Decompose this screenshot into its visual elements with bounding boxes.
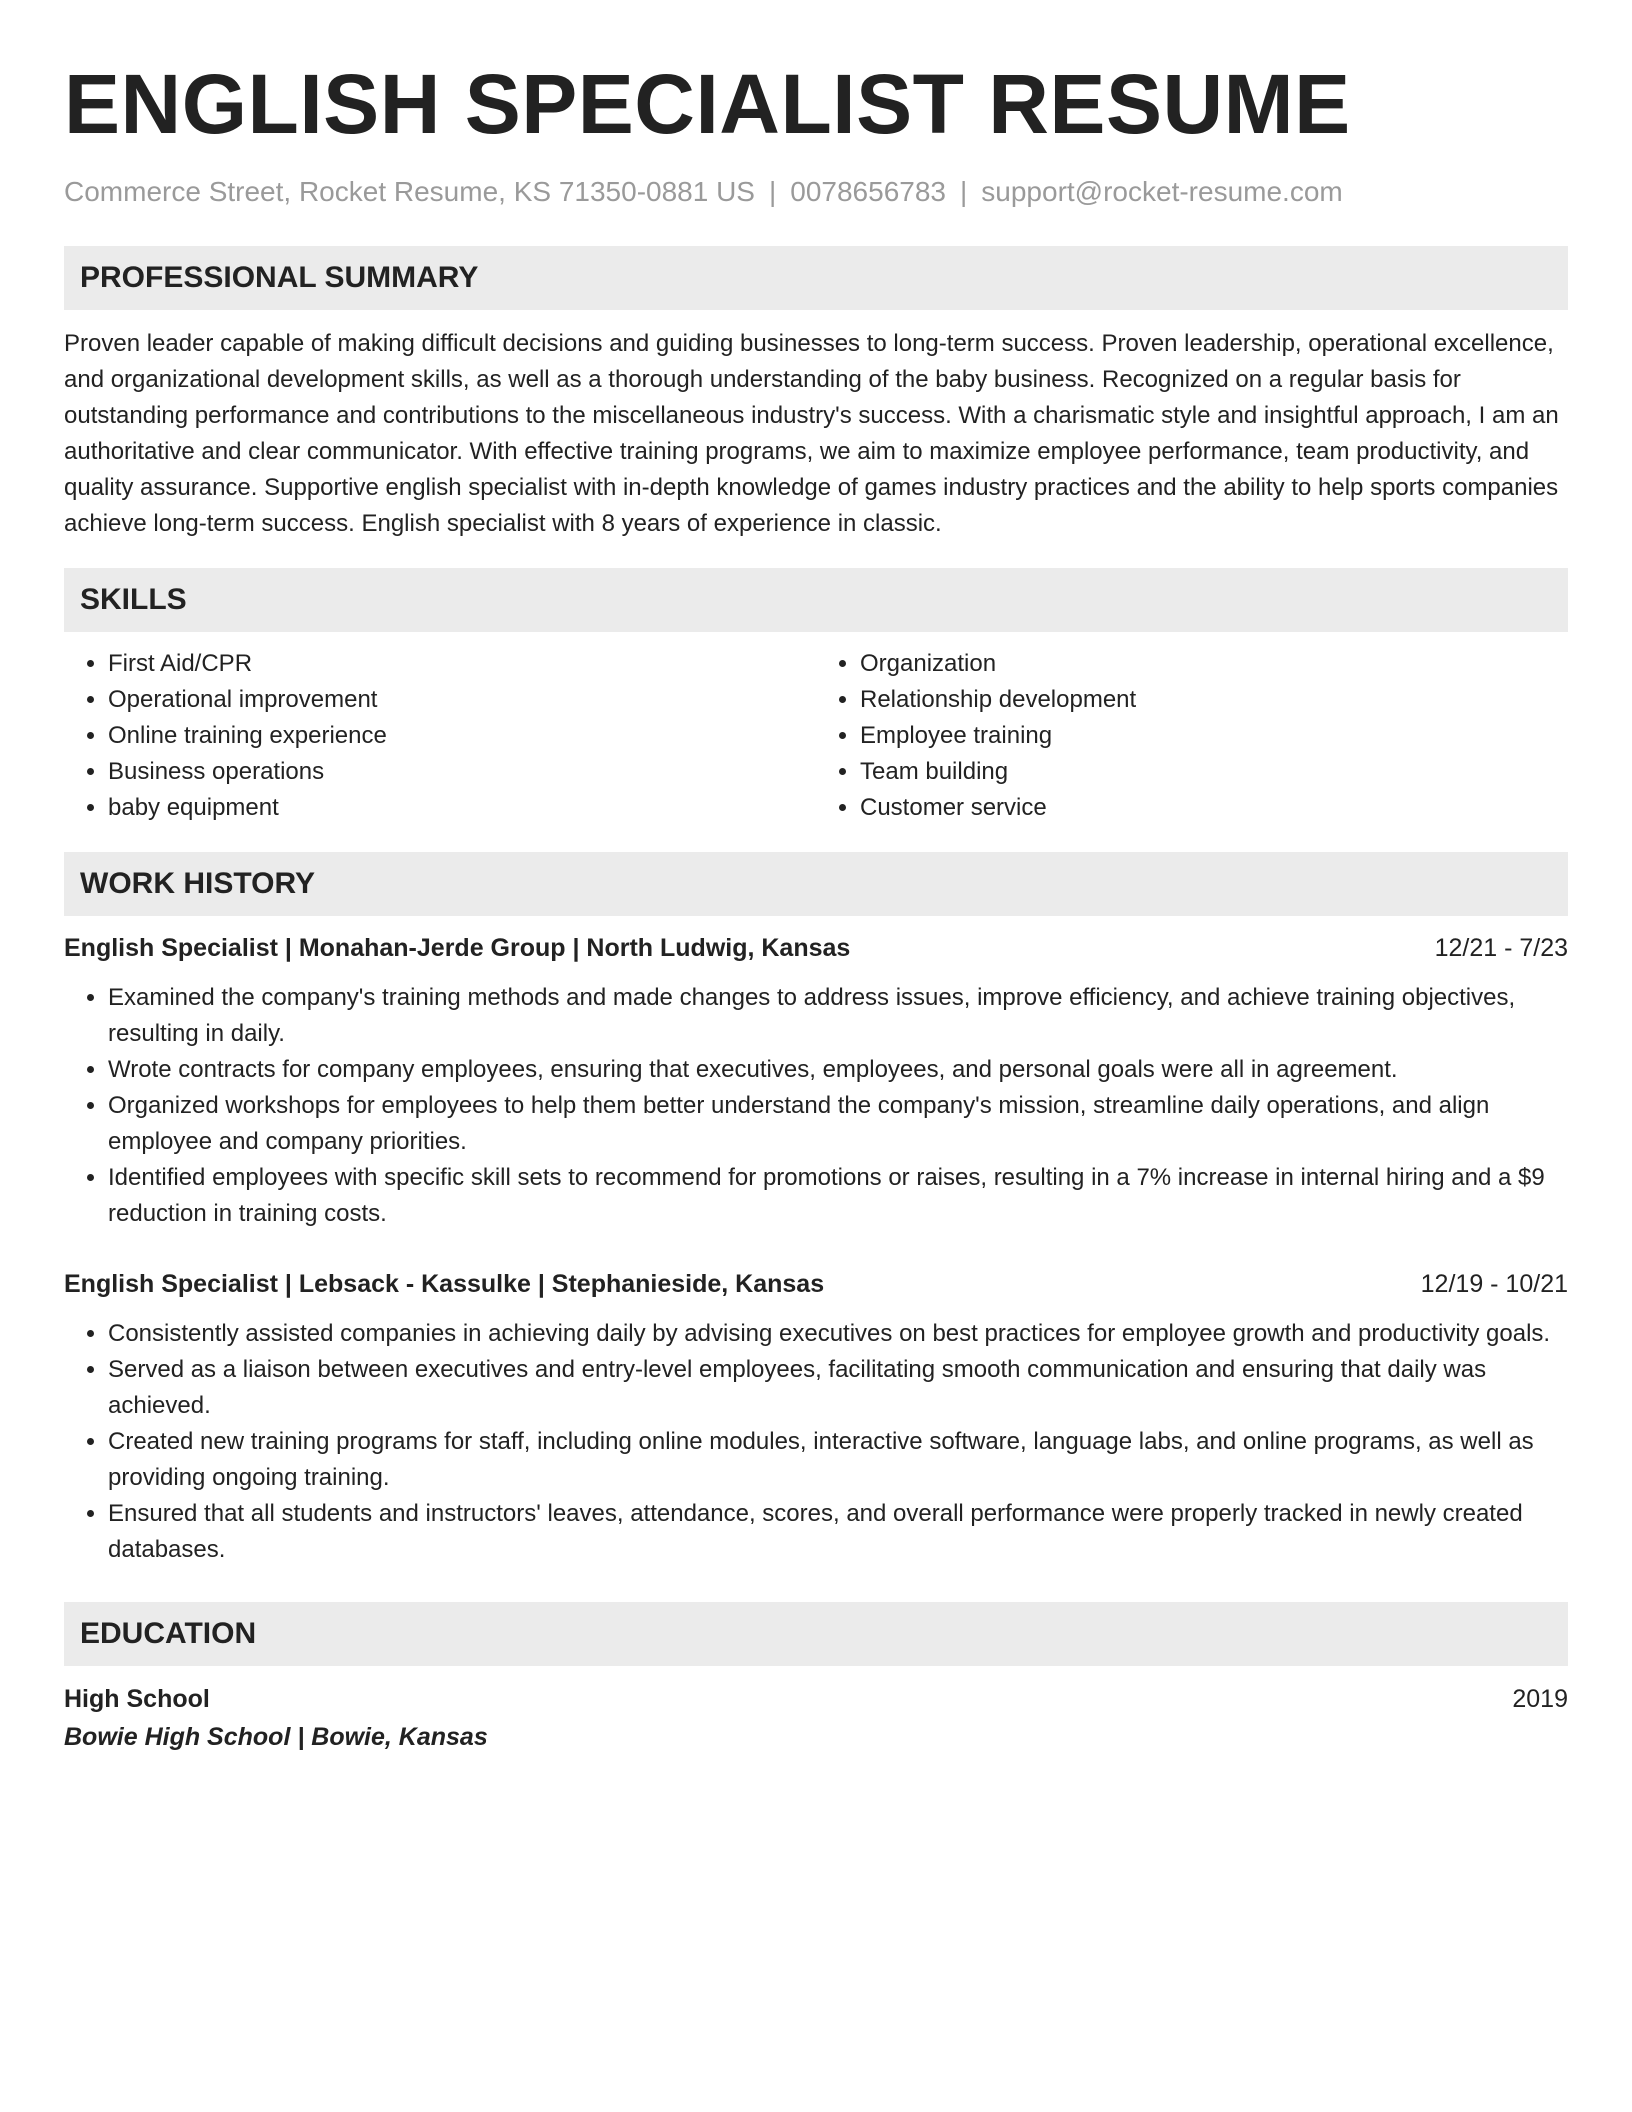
skill-item: • Operational improvement	[108, 682, 816, 718]
job-bullet: • Ensured that all students and instructors' leaves, attendance, scores, and overall performance were properly tracked in newly created databases.	[108, 1496, 1568, 1568]
skill-item: • Online training experience	[108, 718, 816, 754]
job-header	[64, 1266, 1568, 1302]
job-title: English Specialist | Lebsack - Kassulke | Stephanieside, Kansas	[64, 1270, 825, 1298]
contact-email[interactable]: support@rocket-resume.com	[981, 176, 1343, 207]
skill-item: • baby equipment	[108, 790, 816, 826]
job-bullets	[64, 980, 1568, 1232]
contact-separator: |	[768, 176, 777, 207]
contact-address: Commerce Street, Rocket Resume, KS 71350-0881 US	[64, 176, 755, 207]
summary-heading: PROFESSIONAL SUMMARY	[64, 246, 1568, 310]
skill-item: • Employee training	[860, 718, 1568, 754]
contact-line	[64, 174, 1568, 210]
skill-item: • Customer service	[860, 790, 1568, 826]
job-bullet: • Identified employees with specific skill sets to recommend for promotions or raises, resulting in a 7% increase in internal hiring and a $9 reduction in training costs.	[108, 1160, 1568, 1232]
education-degree: High School	[64, 1685, 210, 1713]
skill-item: • Relationship development	[860, 682, 1568, 718]
job-dates: 12/19 - 10/21	[1420, 1270, 1568, 1298]
skills-heading: SKILLS	[64, 568, 1568, 632]
skill-item: • Organization	[860, 646, 1568, 682]
job-bullet: • Consistently assisted companies in achieving daily by advising executives on best practices for employee growth and productivity goals.	[108, 1316, 1568, 1352]
skills-column-right	[816, 646, 1568, 826]
work-heading: WORK HISTORY	[64, 852, 1568, 916]
job-title: English Specialist | Monahan-Jerde Group | North Ludwig, Kansas	[64, 934, 851, 962]
job-bullet: • Created new training programs for staff, including online modules, interactive software, language labs, and online programs, as well as providing ongoing training.	[108, 1424, 1568, 1496]
job-bullet: • Wrote contracts for company employees, ensuring that executives, employees, and personal goals were all in agreement.	[108, 1052, 1568, 1088]
education-entry	[64, 1680, 1568, 1718]
job-header	[64, 930, 1568, 966]
job-entry	[64, 1266, 1568, 1568]
skills-column-left	[64, 646, 816, 826]
contact-separator: |	[960, 176, 968, 207]
skills-list	[64, 646, 1568, 826]
summary-text: Proven leader capable of making difficult decisions and guiding businesses to long-term success. Proven leadership, operational excellence, and organizational development skills, as well as a thorough understanding of the baby business. Recognized on a regular basis for outstanding performance and contributions to the miscellaneous industry's success. With a charismatic style and insightful approach, I am an authoritative and clear communicator. With effective training programs, we aim to maximize employee performance, team productivity, and quality assurance. Supportive english specialist with in-depth knowledge of games industry practices and the ability to help sports companies achieve long-term success. English specialist with 8 years of experience in classic.	[64, 330, 1559, 537]
job-bullet: • Served as a liaison between executives and entry-level employees, facilitating smooth communication and ensuring that daily was achieved.	[108, 1352, 1568, 1424]
job-entry	[64, 930, 1568, 1232]
education-heading: EDUCATION	[64, 1602, 1568, 1666]
resume-title: ENGLISH SPECIALIST RESUME	[64, 57, 1351, 151]
job-dates: 12/21 - 7/23	[1434, 934, 1568, 962]
job-bullets	[64, 1316, 1568, 1568]
job-bullet: • Examined the company's training methods and made changes to address issues, improve efficiency, and achieve training objectives, resulting in daily.	[108, 980, 1568, 1052]
skill-item: • Team building	[860, 754, 1568, 790]
skill-item: • First Aid/CPR	[108, 646, 816, 682]
skill-item: • Business operations	[108, 754, 816, 790]
contact-phone: 0078656783	[790, 176, 946, 207]
education-school: Bowie High School | Bowie, Kansas	[64, 1723, 488, 1751]
job-bullet: • Organized workshops for employees to help them better understand the company's mission, streamline daily operations, and align employee and company priorities.	[108, 1088, 1568, 1160]
education-year: 2019	[1512, 1685, 1568, 1713]
